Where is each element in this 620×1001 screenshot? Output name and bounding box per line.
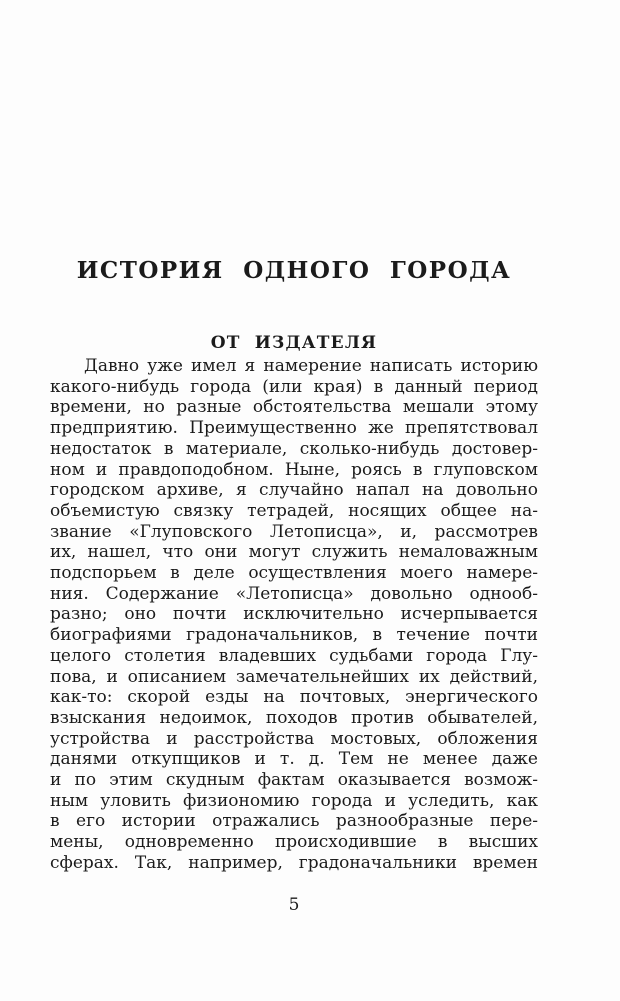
text-line: ном и правдоподобном. Ныне, роясь в глуповском xyxy=(50,459,538,480)
text-line: взыскания недоимок, походов против обывателей, xyxy=(50,707,538,728)
text-line: подспорьем в деле осуществления моего намере- xyxy=(50,563,538,584)
text-line: устройства и расстройства мостовых, обложения xyxy=(50,728,538,749)
page-number: 5 xyxy=(288,895,300,915)
text-line: городском архиве, я случайно напал на довольно xyxy=(50,480,538,501)
text-line: недостаток в материале, сколько-нибудь достовер- xyxy=(50,438,538,459)
text-line: как-то: скорой езды на почтовых, энергического xyxy=(50,687,538,708)
chapter-title: ИСТОРИЯ ОДНОГО ГОРОДА xyxy=(76,257,512,285)
text-line: сферах. Так, например, градоначальники времен xyxy=(50,852,538,873)
text-line: ным уловить физиономию города и уследить, как xyxy=(50,790,538,811)
text-line: данями откупщиков и т. д. Тем не менее даже xyxy=(50,749,538,770)
text-line: какого-нибудь города (или края) в данный период xyxy=(50,376,538,397)
text-line: их, нашел, что они могут служить немаловажным xyxy=(50,542,538,563)
text-line: ния. Содержание «Летописца» довольно однооб- xyxy=(50,583,538,604)
text-line: целого столетия владевших судьбами города Глу- xyxy=(50,645,538,666)
text-line: предприятию. Преимущественно же препятствовал xyxy=(50,418,538,439)
text-line: мены, одновременно происходившие в высших xyxy=(50,832,538,853)
text-line: Давно уже имел я намерение написать историю xyxy=(84,356,538,376)
body-text xyxy=(50,356,538,874)
text-line: и по этим скудным фактам оказывается возмож- xyxy=(50,770,538,791)
text-line: разно; оно почти исключительно исчерпывается xyxy=(50,604,538,625)
text-line: пова, и описанием замечательнейших их действий, xyxy=(50,666,538,687)
text-line: в его истории отражались разнообразные пере- xyxy=(50,811,538,832)
section-heading: ОТ ИЗДАТЕЛЯ xyxy=(210,333,378,354)
text-line: объемистую связку тетрадей, носящих общее на- xyxy=(50,500,538,521)
text-line: времени, но разные обстоятельства мешали этому xyxy=(50,397,538,418)
text-line: биографиями градоначальников, в течение почти xyxy=(50,625,538,646)
text-line: звание «Глуповского Летописца», и, рассмотрев xyxy=(50,521,538,542)
